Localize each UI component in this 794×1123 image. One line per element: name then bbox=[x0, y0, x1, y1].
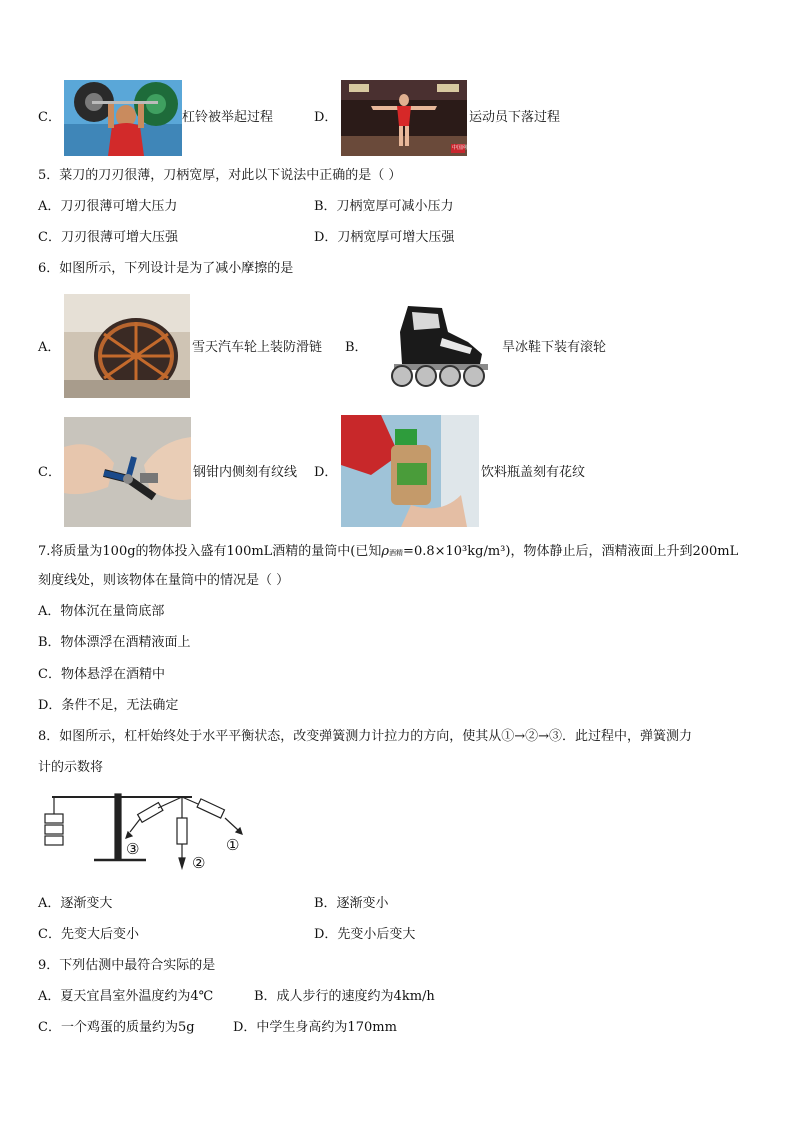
q9-stem: 9．下列估测中最符合实际的是 bbox=[38, 958, 216, 973]
direction-label-2: ② bbox=[192, 854, 206, 872]
q6-option-b-letter: B． bbox=[345, 340, 368, 355]
q5-option-d: D．刀柄宽厚可增大压强 bbox=[314, 230, 455, 245]
q4-option-d-letter: D． bbox=[314, 110, 338, 125]
q5-option-a: A．刀刃很薄可增大压力 bbox=[38, 199, 178, 214]
weightlifter-photo bbox=[64, 80, 182, 156]
q8-option-a: A．逐渐变大 bbox=[38, 896, 113, 911]
q7-rho-subscript: 酒精 bbox=[389, 549, 404, 557]
q5-option-b: B．刀柄宽厚可减小压力 bbox=[314, 199, 454, 214]
q4-option-d-text: 运动员下落过程 bbox=[469, 110, 561, 125]
q7-rho: ρ bbox=[381, 544, 390, 559]
q6-stem: 6．如图所示，下列设计是为了减小摩擦的是 bbox=[38, 261, 294, 276]
q7-option-b: B．物体漂浮在酒精液面上 bbox=[38, 635, 191, 650]
q6-option-b-text: 旱冰鞋下装有滚轮 bbox=[502, 340, 607, 355]
q9-option-d: D．中学生身高约为170mm bbox=[233, 1020, 397, 1035]
snow-chain-tire-photo bbox=[64, 294, 190, 398]
q6-option-d-letter: D． bbox=[314, 465, 338, 480]
q6-option-a-letter: A． bbox=[38, 340, 61, 355]
q6-option-a-text: 雪天汽车轮上装防滑链 bbox=[192, 340, 323, 355]
q9-option-c: C．一个鸡蛋的质量约为5g bbox=[38, 1020, 195, 1035]
q8-option-d: D．先变小后变大 bbox=[314, 927, 416, 942]
q5-option-c: C．刀刃很薄可增大压强 bbox=[38, 230, 178, 245]
q8-stem-line1: 8．如图所示，杠杆始终处于水平平衡状态，改变弹簧测力计拉力的方向，使其从①→②→③．此过程中，弹簧测力 bbox=[38, 729, 693, 744]
pliers-photo bbox=[64, 417, 191, 527]
bottle-cap-photo bbox=[341, 415, 479, 527]
photo-watermark: 中国网 bbox=[452, 145, 467, 151]
direction-label-1: ① bbox=[226, 836, 240, 854]
q8-option-c: C．先变大后变小 bbox=[38, 927, 139, 942]
q7-option-c: C．物体悬浮在酒精中 bbox=[38, 667, 165, 682]
trampoline-athlete-photo bbox=[341, 80, 467, 156]
q6-option-d-text: 饮料瓶盖刻有花纹 bbox=[481, 465, 586, 480]
inline-skate-photo bbox=[372, 302, 500, 390]
q8-stem-line2: 计的示数将 bbox=[38, 760, 104, 775]
q4-option-c-letter: C． bbox=[38, 110, 61, 125]
q6-option-c-letter: C． bbox=[38, 465, 61, 480]
q4-option-c-text: 杠铃被举起过程 bbox=[182, 110, 274, 125]
lever-spring-scale-diagram bbox=[42, 788, 248, 884]
q7-option-d: D．条件不足，无法确定 bbox=[38, 698, 179, 713]
q7-stem-part2: =0.8×10³kg/m³)，物体静止后，酒精液面上升到200mL bbox=[403, 544, 739, 559]
q5-stem: 5．菜刀的刀刃很薄，刀柄宽厚，对此以下说法中正确的是（ ） bbox=[38, 168, 402, 183]
direction-label-3: ③ bbox=[126, 840, 140, 858]
q7-stem-line1 bbox=[38, 545, 738, 558]
q7-stem-line2: 刻度线处，则该物体在量筒中的情况是（ ） bbox=[38, 573, 290, 588]
q6-option-c-text: 钢钳内侧刻有纹线 bbox=[193, 465, 298, 480]
q9-option-b: B．成人步行的速度约为4km/h bbox=[254, 989, 435, 1004]
q7-option-a: A．物体沉在量筒底部 bbox=[38, 604, 165, 619]
q8-option-b: B．逐渐变小 bbox=[314, 896, 389, 911]
q9-option-a: A．夏天宜昌室外温度约为4℃ bbox=[38, 989, 214, 1004]
q7-stem-part1: 7.将质量为100g的物体投入盛有100mL酒精的量筒中(已知 bbox=[38, 544, 382, 559]
